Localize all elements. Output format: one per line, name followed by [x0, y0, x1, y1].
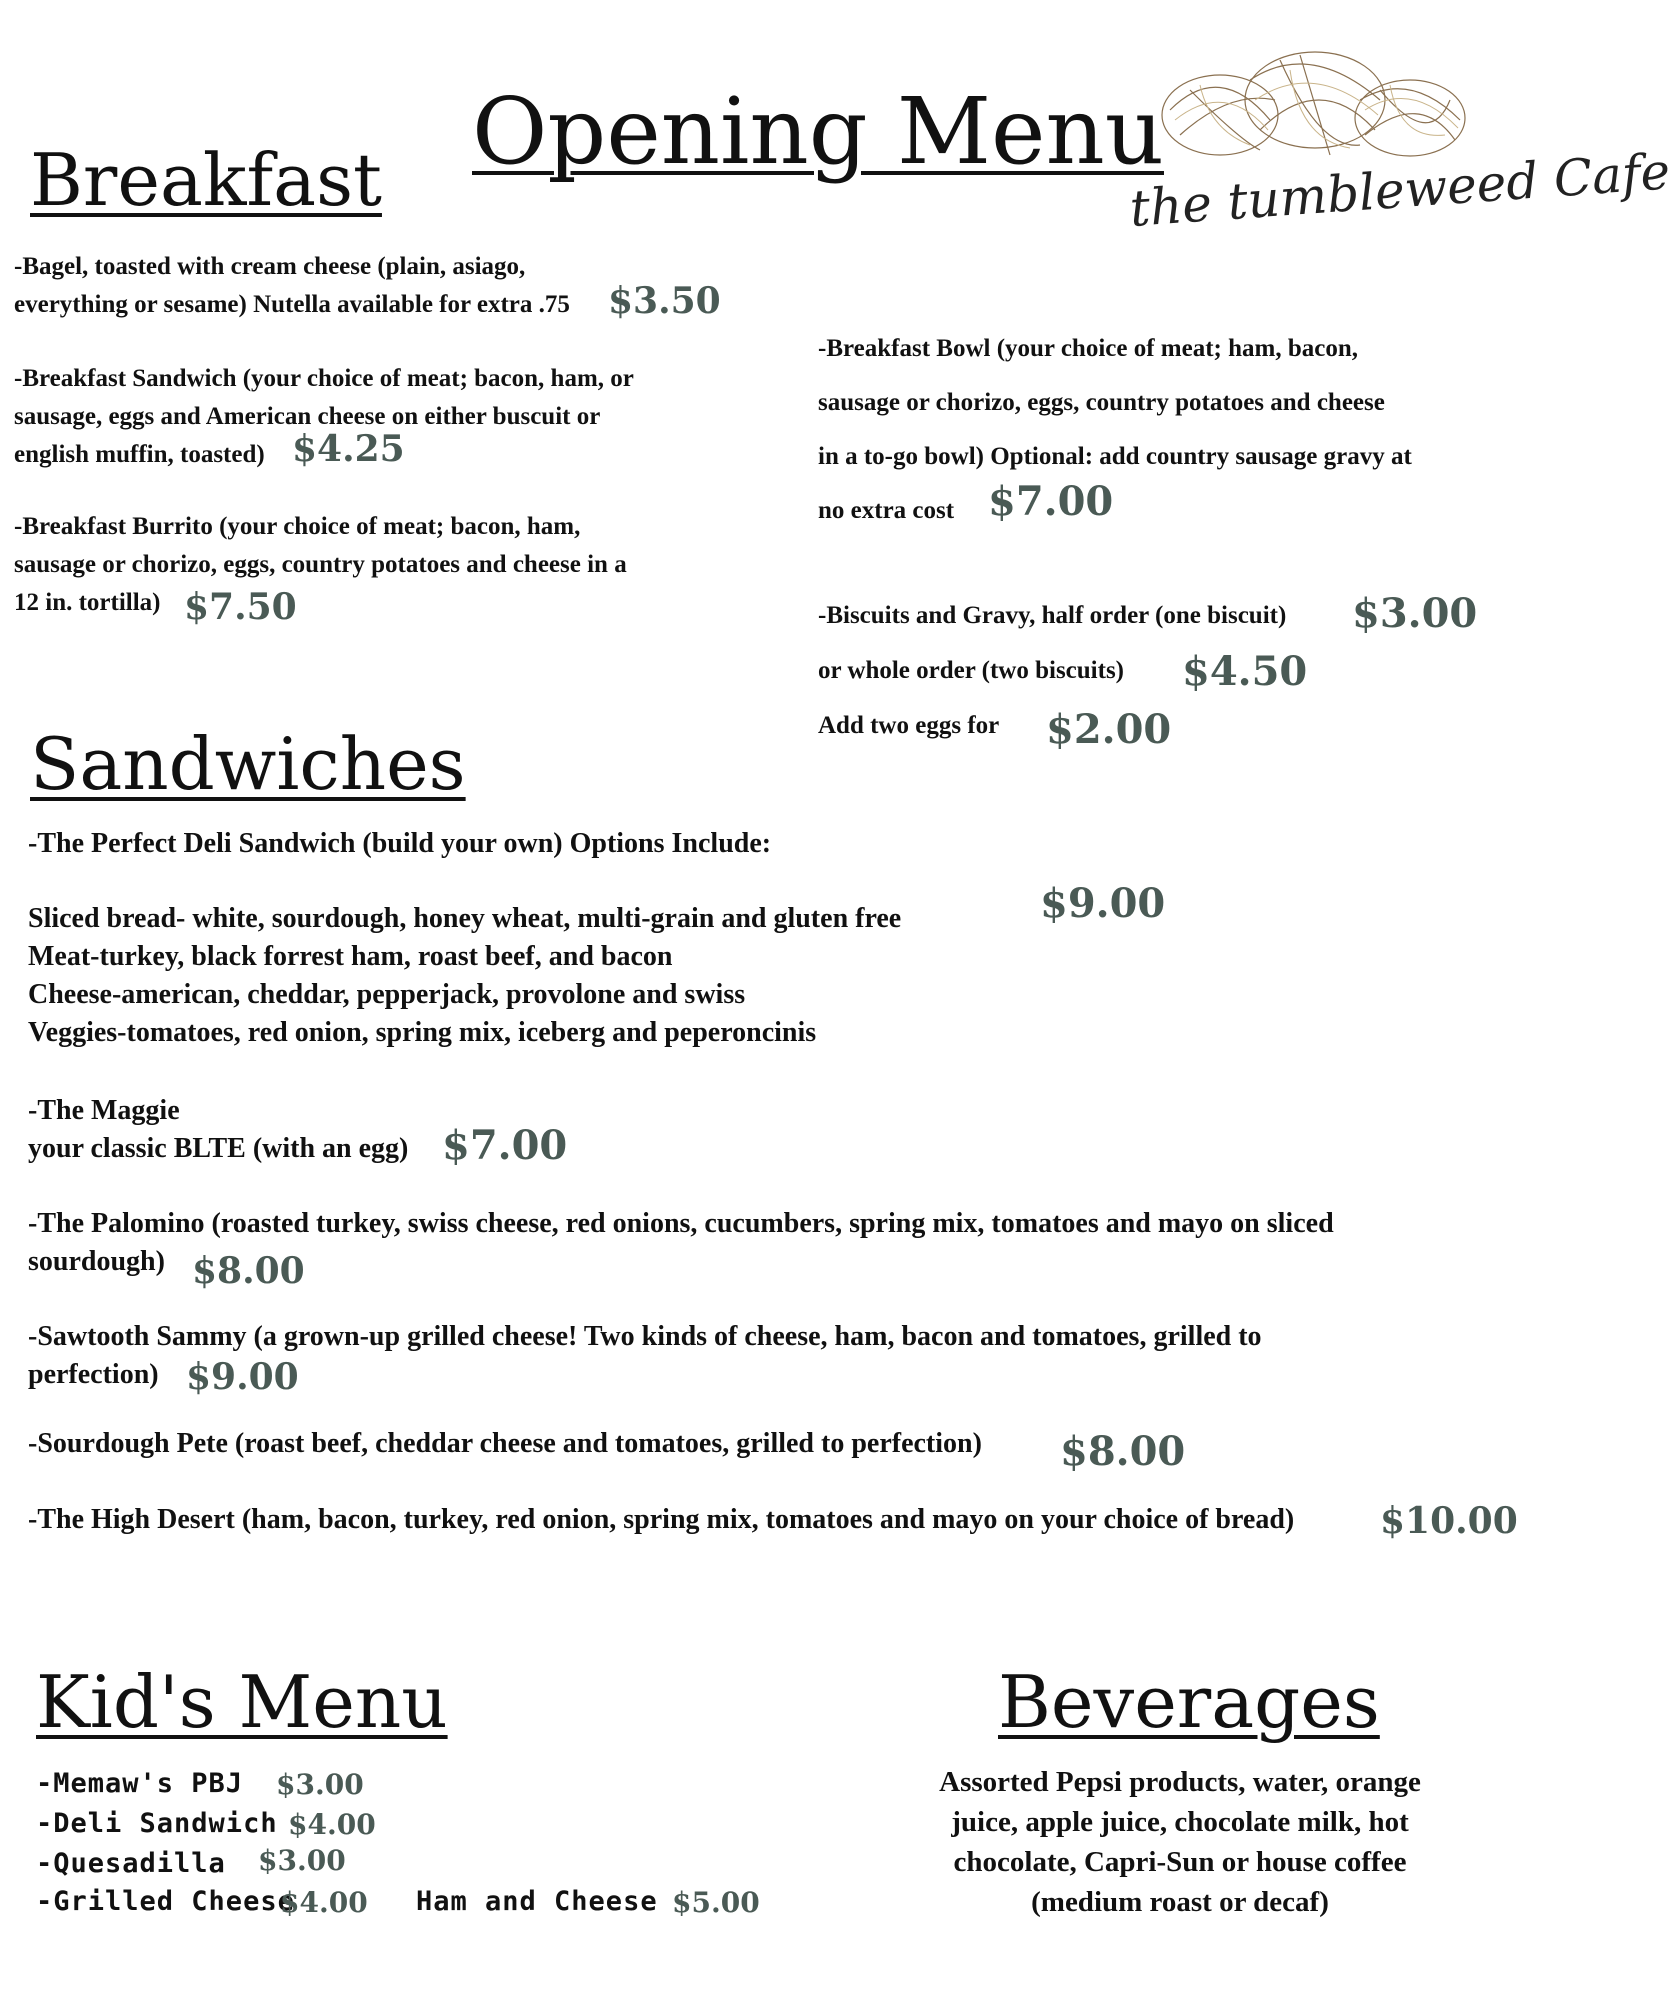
kids-menu-heading: Kid's Menu [36, 1660, 448, 1744]
deli-option: Veggies-tomatoes, red onion, spring mix, iceberg and peperoncinis [28, 1017, 817, 1048]
item-desc: your classic BLTE (with an egg) [28, 1133, 409, 1164]
deli-options-list [28, 900, 901, 1052]
item-line: english muffin, toasted) [14, 441, 265, 468]
biscuits-whole: or whole order (two biscuits) [818, 657, 1124, 684]
item-line: 12 in. tortilla) [14, 589, 161, 616]
price-kids-ham-cheese: $5.00 [672, 1886, 760, 1919]
price-kids-deli: $4.00 [288, 1808, 376, 1841]
item-line: -Breakfast Burrito (your choice of meat; bacon, ham, [14, 513, 581, 540]
item-line: sourdough) [28, 1246, 165, 1277]
beverage-line: chocolate, Capri-Sun or house coffee [953, 1846, 1407, 1878]
item-line: sausage or chorizo, eggs, country potatoes and cheese in a [14, 551, 627, 578]
beverage-line: (medium roast or decaf) [1031, 1886, 1329, 1918]
logo-text: the tumbleweed Cafe [1127, 142, 1672, 238]
price-add-eggs: $2.00 [1046, 706, 1172, 753]
item-line: in a to-go bowl) Optional: add country sausage gravy at [818, 443, 1412, 470]
menu-item-maggie [28, 1092, 408, 1168]
beverages-heading: Beverages [998, 1660, 1380, 1744]
kids-item-deli: -Deli Sandwich [36, 1808, 278, 1839]
breakfast-heading: Breakfast [30, 138, 382, 222]
price-sawtooth: $9.00 [186, 1356, 299, 1398]
deli-option: Cheese-american, cheddar, pepperjack, provolone and swiss [28, 979, 746, 1010]
price-biscuits-whole: $4.50 [1182, 648, 1308, 695]
sandwiches-heading: Sandwiches [30, 722, 466, 806]
price-high-desert: $10.00 [1380, 1500, 1518, 1542]
beverage-line: Assorted Pepsi products, water, orange [939, 1766, 1421, 1798]
price-breakfast-bowl: $7.00 [988, 478, 1114, 525]
menu-item-bagel [14, 248, 614, 324]
cafe-logo [1127, 40, 1672, 270]
item-line: -The Palomino (roasted turkey, swiss cheese, red onions, cucumbers, spring mix, tomatoes and mayo on sliced [28, 1208, 1334, 1239]
add-eggs: Add two eggs for [818, 712, 1000, 739]
item-line: sausage or chorizo, eggs, country potatoes and cheese [818, 389, 1385, 416]
price-bagel: $3.50 [608, 280, 721, 322]
item-line: -Breakfast Bowl (your choice of meat; ham, bacon, [818, 335, 1358, 362]
kids-item-grilled-cheese: -Grilled Cheese [36, 1886, 295, 1917]
price-sourdough-pete: $8.00 [1060, 1428, 1186, 1475]
price-biscuits-half: $3.00 [1352, 590, 1478, 637]
price-kids-grilled-cheese: $4.00 [280, 1886, 368, 1919]
deli-option: Meat-turkey, black forrest ham, roast beef, and bacon [28, 941, 673, 972]
menu-item-high-desert: -The High Desert (ham, bacon, turkey, red onion, spring mix, tomatoes and mayo on your choice of bread) [28, 1504, 1295, 1535]
deli-sandwich-title: -The Perfect Deli Sandwich (build your own) Options Include: [28, 828, 772, 859]
item-name: -The Maggie [28, 1095, 180, 1126]
menu-item-breakfast-bowl [818, 322, 1518, 538]
beverage-line: juice, apple juice, chocolate milk, hot [951, 1806, 1409, 1838]
item-line: everything or sesame) Nutella available for extra .75 [14, 291, 570, 318]
price-deli-sandwich: $9.00 [1040, 880, 1166, 927]
item-line: perfection) [28, 1359, 159, 1390]
page-title: Opening Menu [472, 78, 1164, 185]
biscuits-half: -Biscuits and Gravy, half order (one biscuit) [818, 602, 1287, 629]
deli-option: Sliced bread- white, sourdough, honey wheat, multi-grain and gluten free [28, 903, 902, 934]
item-line: no extra cost [818, 497, 955, 524]
kids-item-quesadilla: -Quesadilla [36, 1848, 226, 1879]
item-line: -Sawtooth Sammy (a grown-up grilled cheese! Two kinds of cheese, ham, bacon and tomatoes, grilled to [28, 1321, 1262, 1352]
kids-item-ham-cheese: Ham and Cheese [416, 1886, 658, 1917]
price-palomino: $8.00 [192, 1250, 305, 1292]
menu-item-breakfast-burrito [14, 508, 674, 622]
menu-item-sourdough-pete: -Sourdough Pete (roast beef, cheddar cheese and tomatoes, grilled to perfection) [28, 1428, 982, 1459]
item-line: -Breakfast Sandwich (your choice of meat; bacon, ham, or [14, 365, 634, 392]
price-breakfast-sandwich: $4.25 [292, 428, 405, 470]
price-breakfast-burrito: $7.50 [184, 586, 297, 628]
item-line: -Bagel, toasted with cream cheese (plain, asiago, [14, 253, 526, 280]
price-kids-quesadilla: $3.00 [258, 1844, 346, 1877]
item-line: sausage, eggs and American cheese on either buscuit or [14, 403, 601, 430]
beverages-list [880, 1762, 1480, 1922]
price-kids-pbj: $3.00 [276, 1768, 364, 1801]
price-maggie: $7.00 [442, 1122, 568, 1169]
kids-item-pbj: -Memaw's PBJ [36, 1768, 244, 1799]
